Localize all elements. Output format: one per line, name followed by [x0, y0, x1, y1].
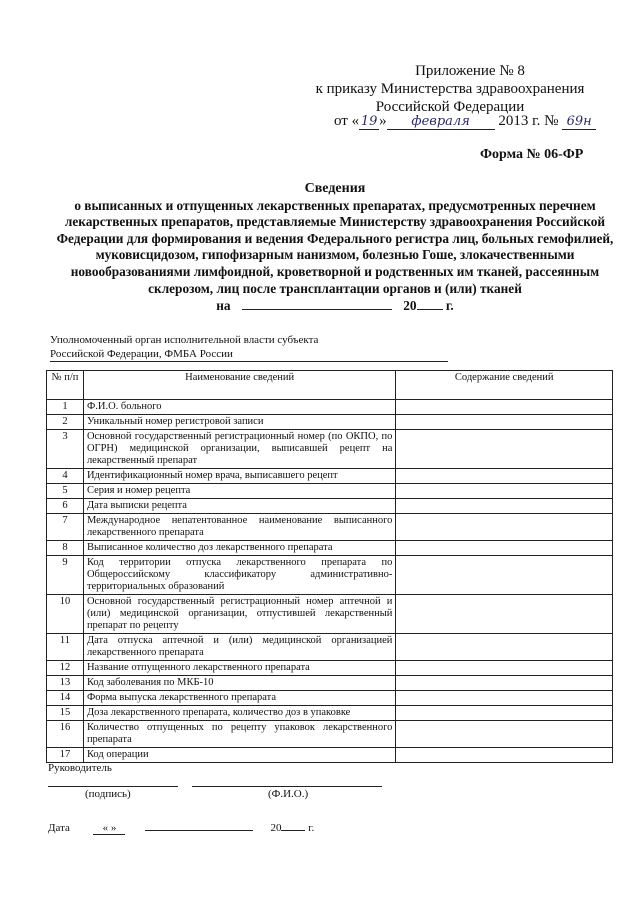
row-number: 17: [47, 748, 84, 763]
row-name: Основной государственный регистрационный номер аптечной и (или) медицинской организации, отпустившей лекарственный препарат по рецепту: [83, 595, 395, 634]
row-number: 15: [47, 706, 84, 721]
heading-date-blank[interactable]: [242, 297, 392, 310]
row-number: 1: [47, 400, 84, 415]
row-name: Доза лекарственного препарата, количество доз в упаковке: [83, 706, 395, 721]
row-content-cell[interactable]: [396, 556, 613, 595]
heading-year-blank[interactable]: [417, 297, 443, 310]
row-name: Количество отпущенных по рецепту упаковок лекарственного препарата: [83, 721, 395, 748]
row-number: 6: [47, 499, 84, 514]
appendix-country: Российской Федерации: [375, 99, 525, 115]
row-content-cell[interactable]: [396, 748, 613, 763]
row-number: 13: [47, 676, 84, 691]
order-mid: »: [379, 113, 387, 129]
table-row: [47, 469, 613, 484]
order-year: 2013 г. №: [498, 113, 559, 129]
row-content-cell[interactable]: [396, 676, 613, 691]
header-content: Содержание сведений: [396, 371, 613, 400]
row-name: Международное непатентованное наименование выписанного лекарственного препарата: [83, 514, 395, 541]
heading-title: Сведения: [304, 181, 366, 196]
table-row: [47, 676, 613, 691]
date-row: [48, 818, 314, 835]
order-day: 19: [360, 114, 378, 129]
heading-date-suffix: г.: [445, 298, 454, 314]
appendix-order-ref: к приказу Министерства здравоохранения: [315, 81, 585, 97]
form-number: Форма № 06-ФР: [480, 147, 584, 162]
row-content-cell[interactable]: [396, 595, 613, 634]
name-line[interactable]: [192, 786, 382, 787]
table-row: [47, 595, 613, 634]
row-name: Выписанное количество доз лекарственного препарата: [83, 541, 395, 556]
row-content-cell[interactable]: [396, 415, 613, 430]
order-month: февраля: [387, 114, 495, 130]
authority-line2: Российской Федерации, ФМБА России: [50, 347, 448, 362]
date-day-field[interactable]: [93, 822, 125, 835]
signature-caption: (подпись): [85, 788, 131, 800]
row-content-cell[interactable]: [396, 430, 613, 469]
row-name: Уникальный номер регистровой записи: [83, 415, 395, 430]
header-num: № п/п: [47, 371, 84, 400]
table-row: [47, 748, 613, 763]
table-row: [47, 400, 613, 415]
row-name: Форма выпуска лекарственного препарата: [83, 691, 395, 706]
row-name: Название отпущенного лекарственного препарата: [83, 661, 395, 676]
signature-label: Руководитель: [48, 762, 112, 774]
authority-line1: Уполномоченный орган исполнительной власти субъекта: [50, 334, 319, 346]
row-number: 10: [47, 595, 84, 634]
table-row: [47, 721, 613, 748]
report-heading: [40, 181, 630, 315]
row-content-cell[interactable]: [396, 634, 613, 661]
row-content-cell[interactable]: [396, 691, 613, 706]
row-content-cell[interactable]: [396, 706, 613, 721]
order-date-line: [334, 113, 596, 130]
row-number: 5: [47, 484, 84, 499]
row-number: 4: [47, 469, 84, 484]
row-name: Идентификационный номер врача, выписавшего рецепт: [83, 469, 395, 484]
table-row: [47, 556, 613, 595]
date-quotes: « »: [102, 822, 117, 834]
table-row: [47, 706, 613, 721]
heading-date-line: [40, 297, 630, 315]
row-number: 14: [47, 691, 84, 706]
row-name: Дата отпуска аптечной и (или) медицинской организацией лекарственного препарата: [83, 634, 395, 661]
row-number: 16: [47, 721, 84, 748]
table-row: [47, 430, 613, 469]
data-table: [46, 370, 613, 763]
row-number: 8: [47, 541, 84, 556]
date-label: Дата: [48, 822, 70, 834]
table-header-row: [47, 371, 613, 400]
row-name: Серия и номер рецепта: [83, 484, 395, 499]
date-year-field[interactable]: [281, 818, 305, 831]
row-content-cell[interactable]: [396, 469, 613, 484]
heading-body: о выписанных и отпущенных лекарственных препаратах, предусмотренных перечнем лекарственных препаратов, представляемые Министерству здравоохранения Российской Федерации для формирования и ведения Федерального регистра лиц, больных гемофилией, муковисцидозом, гипофизарным нанизмом, болезнью Гоше, злокачественными новообразованиями лимфоидной, кроветворной и родственных им тканей, рассеянным склерозом, лиц после трансплантации органов и (или) тканей: [56, 197, 614, 296]
row-content-cell[interactable]: [396, 721, 613, 748]
row-content-cell[interactable]: [396, 499, 613, 514]
row-number: 2: [47, 415, 84, 430]
row-name: Ф.И.О. больного: [83, 400, 395, 415]
row-number: 7: [47, 514, 84, 541]
table-row: [47, 661, 613, 676]
row-number: 3: [47, 430, 84, 469]
row-content-cell[interactable]: [396, 541, 613, 556]
date-month-field[interactable]: [145, 818, 253, 831]
name-caption: (Ф.И.О.): [268, 788, 309, 800]
table-row: [47, 634, 613, 661]
table-row: [47, 541, 613, 556]
order-prefix: от «: [334, 113, 360, 129]
order-number: 69н: [562, 114, 596, 130]
table-row: [47, 514, 613, 541]
row-name: Основной государственный регистрационный номер (по ОКПО, по ОГРН) медицинской организации, выписавшей рецепт на лекарственный препарат: [83, 430, 395, 469]
header-name: Наименование сведений: [83, 371, 395, 400]
appendix-block: [300, 62, 600, 116]
row-name: Код заболевания по МКБ-10: [83, 676, 395, 691]
row-number: 9: [47, 556, 84, 595]
row-content-cell[interactable]: [396, 400, 613, 415]
row-name: Код территории отпуска лекарственного препарата по Общероссийскому классификатору административно-территориальных образований: [83, 556, 395, 595]
row-content-cell[interactable]: [396, 661, 613, 676]
authority-block: [50, 333, 448, 362]
table-row: [47, 499, 613, 514]
row-name: Код операции: [83, 748, 395, 763]
table-row: [47, 415, 613, 430]
row-number: 12: [47, 661, 84, 676]
row-content-cell[interactable]: [396, 514, 613, 541]
heading-date-prefix: на: [216, 298, 231, 314]
heading-date-year: 20: [403, 298, 417, 314]
date-suffix: г.: [308, 822, 315, 834]
row-content-cell[interactable]: [396, 484, 613, 499]
row-name: Дата выписки рецепта: [83, 499, 395, 514]
table-row: [47, 484, 613, 499]
table-row: [47, 691, 613, 706]
appendix-number: Приложение № 8: [415, 63, 525, 79]
row-number: 11: [47, 634, 84, 661]
signature-line[interactable]: [48, 786, 178, 787]
date-year: 20: [270, 822, 282, 834]
